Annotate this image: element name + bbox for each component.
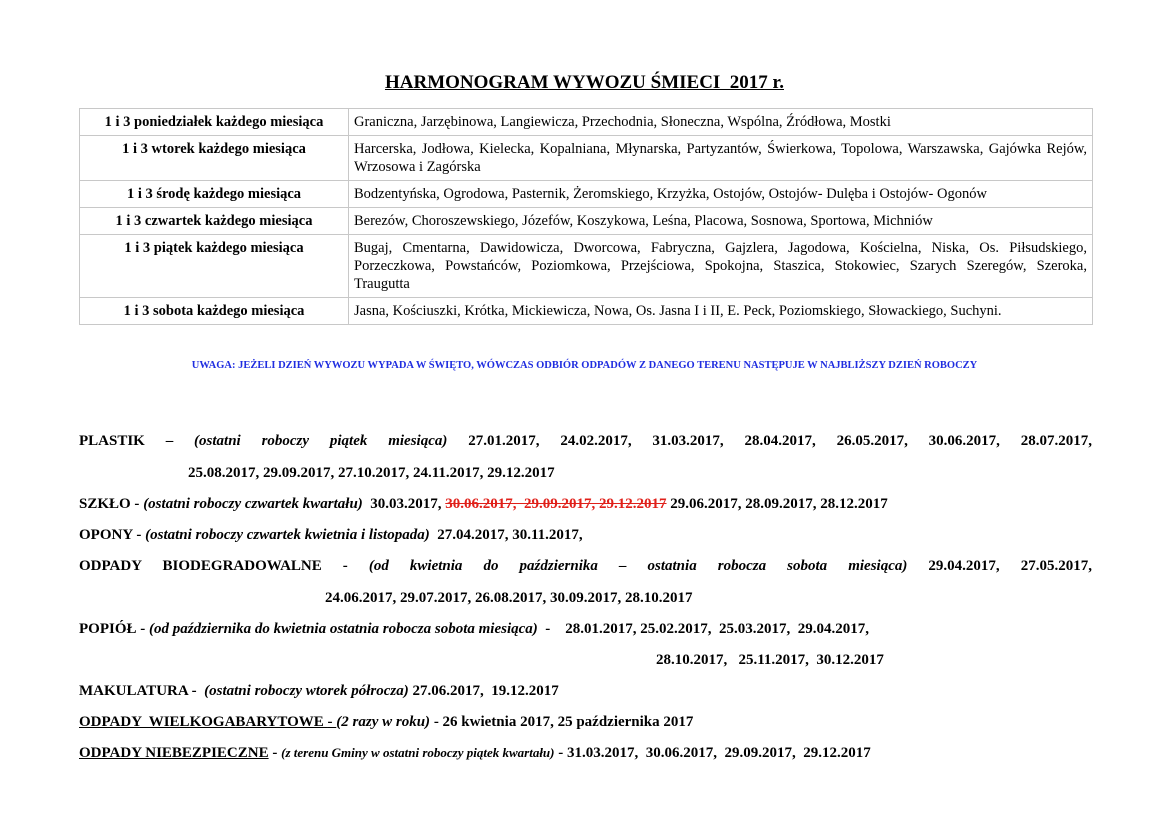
popiol-desc: (od października do kwietnia ostatnia robocza sobota miesiąca)	[149, 621, 538, 637]
bio-dates-1: 29.04.2017, 27.05.2017,	[907, 558, 1092, 574]
popiol-label: POPIÓŁ -	[79, 621, 149, 637]
wielkogabarytowe-dates: - 26 kwietnia 2017, 25 października 2017	[430, 714, 694, 730]
szklo-line	[79, 496, 888, 513]
wielkogabarytowe-desc: (2 razy w roku)	[336, 714, 431, 730]
szklo-new-dates: 29.06.2017, 28.09.2017, 28.12.2017	[666, 496, 888, 512]
plastik-dates-2: 25.08.2017, 29.09.2017, 27.10.2017, 24.11.2017, 29.12.2017	[188, 465, 555, 481]
plastik-line-2	[188, 465, 555, 482]
schedule-row	[80, 109, 1093, 136]
schedule-day: 1 i 3 czwartek każdego miesiąca	[80, 208, 349, 235]
szklo-label: SZKŁO -	[79, 496, 144, 512]
opony-line	[79, 527, 583, 544]
schedule-row	[80, 136, 1093, 181]
plastik-label: PLASTIK –	[79, 433, 195, 449]
schedule-day: 1 i 3 wtorek każdego miesiąca	[80, 136, 349, 181]
niebezpieczne-dates: - 31.03.2017, 30.06.2017, 29.09.2017, 29.12.2017	[554, 745, 871, 761]
bio-label: ODPADY BIODEGRADOWALNE -	[79, 558, 369, 574]
wielkogabarytowe-dash: -	[327, 714, 337, 730]
szklo-dates: 30.03.2017,	[362, 496, 446, 512]
plastik-desc: (ostatni roboczy piątek miesiąca)	[194, 433, 448, 449]
niebezpieczne-line	[79, 745, 871, 762]
makulatura-dates: 27.06.2017, 19.12.2017	[408, 683, 559, 699]
schedule-streets: Graniczna, Jarzębinowa, Langiewicza, Przechodnia, Słoneczna, Wspólna, Źródłowa, Mostki	[349, 109, 1093, 136]
schedule-table-body	[80, 109, 1093, 325]
wielkogabarytowe-label: ODPADY WIELKOGABARYTOWE	[79, 714, 328, 730]
schedule-day: 1 i 3 piątek każdego miesiąca	[80, 235, 349, 298]
schedule-table	[79, 108, 1093, 325]
wielkogabarytowe-line	[79, 714, 693, 731]
schedule-streets: Bodzentyńska, Ogrodowa, Pasternik, Żeromskiego, Krzyżka, Ostojów, Ostojów- Dulęba i Ostojów- Ogonów	[349, 181, 1093, 208]
bio-dates-2: 24.06.2017, 29.07.2017, 26.08.2017, 30.09.2017, 28.10.2017	[325, 590, 693, 606]
schedule-row	[80, 298, 1093, 325]
szklo-desc: (ostatni roboczy czwartek kwartału)	[143, 496, 363, 512]
makulatura-line	[79, 683, 559, 700]
schedule-streets: Bugaj, Cmentarna, Dawidowicza, Dworcowa, Fabryczna, Gajzlera, Jagodowa, Kościelna, Niska, Os. Piłsudskiego, Porzeczkowa, Powstańców, Poziomkowa, Przejściowa, Spokojna, Staszica, Stokowiec, Szarych Szeregów, Szeroka, Traugutta	[349, 235, 1093, 298]
popiol-dates-2: 28.10.2017, 25.11.2017, 30.12.2017	[656, 652, 884, 668]
bio-desc: (od kwietnia do października – ostatnia robocza sobota miesiąca)	[368, 558, 908, 574]
opony-desc: (ostatni roboczy czwartek kwietnia i listopada)	[145, 527, 430, 543]
schedule-streets: Harcerska, Jodłowa, Kielecka, Kopalniana, Młynarska, Partyzantów, Świerkowa, Topolowa, Warszawska, Gajówka Rejów, Wrzosowa i Zagórska	[349, 136, 1093, 181]
bio-line-1	[79, 558, 1092, 575]
schedule-row	[80, 181, 1093, 208]
schedule-day: 1 i 3 poniedziałek każdego miesiąca	[80, 109, 349, 136]
popiol-dates-1: - 28.01.2017, 25.02.2017, 25.03.2017, 29.04.2017,	[537, 621, 870, 637]
schedule-streets: Berezów, Choroszewskiego, Józefów, Koszykowa, Leśna, Placowa, Sosnowa, Sportowa, Michniów	[349, 208, 1093, 235]
niebezpieczne-dash: -	[268, 745, 282, 761]
schedule-streets: Jasna, Kościuszki, Krótka, Mickiewicza, Nowa, Os. Jasna I i II, E. Peck, Poziomskiego, Słowackiego, Suchyni.	[349, 298, 1093, 325]
schedule-day: 1 i 3 sobota każdego miesiąca	[80, 298, 349, 325]
schedule-row	[80, 235, 1093, 298]
bio-line-2	[325, 590, 693, 607]
schedule-day: 1 i 3 środę każdego miesiąca	[80, 181, 349, 208]
makulatura-desc: (ostatni roboczy wtorek półrocza)	[200, 683, 409, 699]
holiday-note: UWAGA: JEŻELI DZIEŃ WYWOZU WYPADA W ŚWIĘTO, WÓWCZAS ODBIÓR ODPADÓW Z DANEGO TERENU NASTĘPUJE W NAJBLIŻSZY DZIEŃ ROBOCZY	[191, 360, 978, 371]
szklo-struck-dates: 30.06.2017, 29.09.2017, 29.12.2017	[445, 496, 667, 512]
opony-label: OPONY -	[79, 527, 146, 543]
popiol-line-1	[79, 621, 869, 638]
opony-dates: 27.04.2017, 30.11.2017,	[429, 527, 583, 543]
plastik-line-1	[79, 433, 1092, 450]
makulatura-label: MAKULATURA -	[79, 683, 201, 699]
page-title: HARMONOGRAM WYWOZU ŚMIECI 2017 r.	[384, 72, 784, 93]
schedule-row	[80, 208, 1093, 235]
popiol-line-2	[656, 652, 884, 669]
niebezpieczne-label: ODPADY NIEBEZPIECZNE	[79, 745, 269, 761]
plastik-dates-1: 27.01.2017, 24.02.2017, 31.03.2017, 28.04.2017, 26.05.2017, 30.06.2017, 28.07.2017,	[447, 433, 1093, 449]
niebezpieczne-desc: (z terenu Gminy w ostatni roboczy piątek kwartału)	[281, 745, 555, 760]
